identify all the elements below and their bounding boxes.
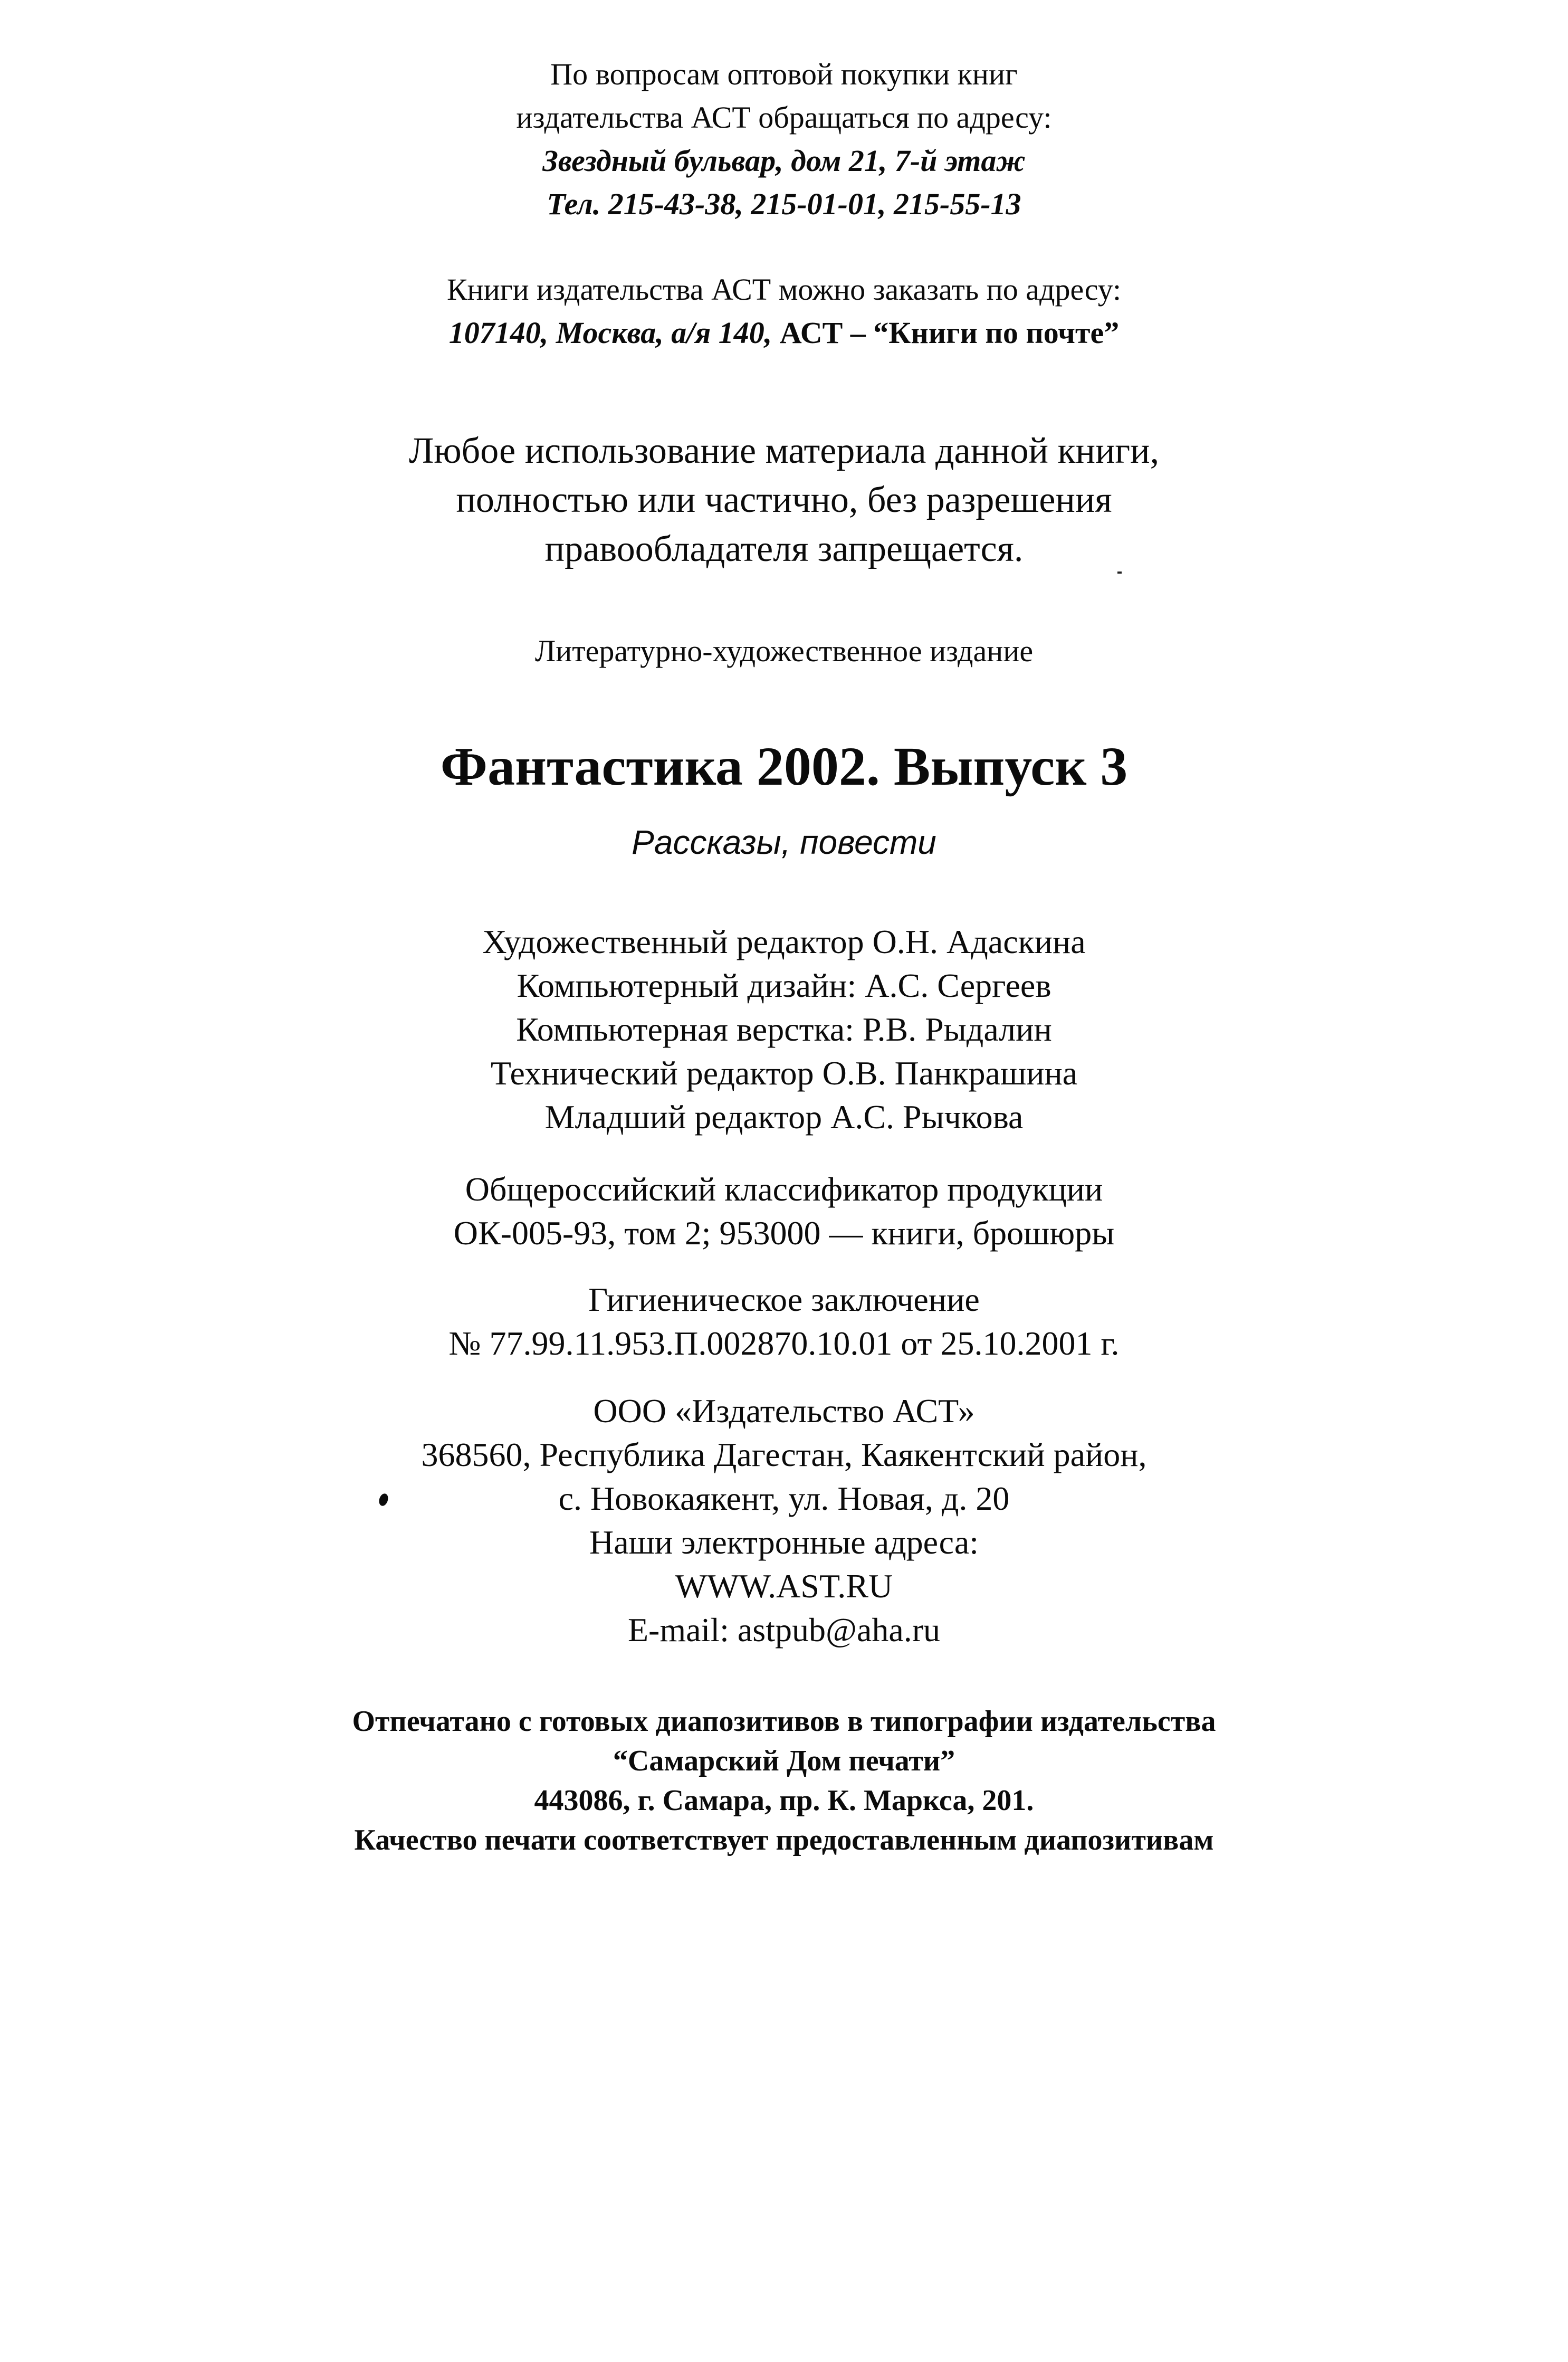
order-line-1: Книги издательства АСТ можно заказать по адресу: bbox=[446, 272, 1122, 307]
publisher-address-1: 368560, Республика Дагестан, Каякентский район, bbox=[421, 1436, 1147, 1473]
hygiene-line-1: Гигиеническое заключение bbox=[588, 1281, 980, 1318]
order-address-italic: 107140, Москва, а/я 140, bbox=[448, 316, 772, 350]
book-subtitle bbox=[0, 819, 1568, 865]
printer-section bbox=[0, 1702, 1568, 1860]
printer-line-4: Качество печати соответствует предоставленным диапозитивам bbox=[354, 1824, 1214, 1856]
credit-line: Компьютерная верстка: Р.В. Рыдалин bbox=[516, 1011, 1052, 1048]
credits-list bbox=[0, 920, 1568, 1139]
copyright-line-2: полностью или частично, без разрешения bbox=[456, 480, 1112, 520]
publisher-address-2: с. Новокаякент, ул. Новая, д. 20 bbox=[558, 1480, 1010, 1517]
publisher-section bbox=[0, 1389, 1568, 1652]
print-speck bbox=[1117, 572, 1122, 574]
order-address-bold: АСТ – “Книги по почте” bbox=[772, 316, 1120, 350]
classifier-line-2: ОК-005-93, том 2; 953000 — книги, брошюры bbox=[453, 1214, 1115, 1252]
credit-line: Технический редактор О.В. Панкрашина bbox=[490, 1054, 1078, 1092]
publisher-emails-label: Наши электронные адреса: bbox=[589, 1523, 979, 1561]
hygiene-line-2: № 77.99.11.953.П.002870.10.01 от 25.10.2001 г. bbox=[448, 1325, 1120, 1362]
wholesale-section bbox=[0, 53, 1568, 226]
edition-type bbox=[0, 630, 1568, 673]
edition-type-label: Литературно-художественное издание bbox=[534, 634, 1034, 668]
order-section bbox=[0, 268, 1568, 355]
credit-line: Младший редактор А.С. Рычкова bbox=[544, 1098, 1024, 1136]
credit-line: Компьютерный дизайн: А.С. Сергеев bbox=[517, 967, 1051, 1004]
classifier-line-1: Общероссийский классификатор продукции bbox=[465, 1170, 1103, 1208]
book-subtitle-text: Рассказы, повести bbox=[632, 823, 936, 861]
printer-line-3: 443086, г. Самара, пр. К. Маркса, 201. bbox=[534, 1784, 1034, 1817]
printer-line-2: “Самарский Дом печати” bbox=[613, 1745, 955, 1777]
wholesale-address: Звездный бульвар, дом 21, 7-й этаж bbox=[542, 144, 1026, 178]
wholesale-line-1: По вопросам оптовой покупки книг bbox=[550, 57, 1018, 91]
wholesale-phones: Тел. 215-43-38, 215-01-01, 215-55-13 bbox=[547, 187, 1021, 221]
hygiene-section bbox=[0, 1278, 1568, 1365]
wholesale-line-2: издательства АСТ обращаться по адресу: bbox=[516, 100, 1052, 135]
publisher-website: WWW.AST.RU bbox=[675, 1567, 893, 1605]
book-title bbox=[0, 732, 1568, 801]
order-address bbox=[0, 311, 1568, 355]
publisher-email: E-mail: astpub@aha.ru bbox=[627, 1611, 941, 1649]
copyright-notice bbox=[0, 426, 1568, 574]
credit-line: Художественный редактор О.Н. Адаскина bbox=[482, 923, 1086, 960]
classifier-section bbox=[0, 1167, 1568, 1255]
copyright-line-3: правообладателя запрещается. bbox=[544, 529, 1024, 569]
printer-line-1: Отпечатано с готовых диапозитивов в типографии издательства bbox=[352, 1705, 1216, 1738]
copyright-line-1: Любое использование материала данной книги, bbox=[408, 431, 1160, 471]
publisher-name: ООО «Издательство АСТ» bbox=[593, 1392, 975, 1430]
book-title-text: Фантастика 2002. Выпуск 3 bbox=[440, 736, 1128, 797]
